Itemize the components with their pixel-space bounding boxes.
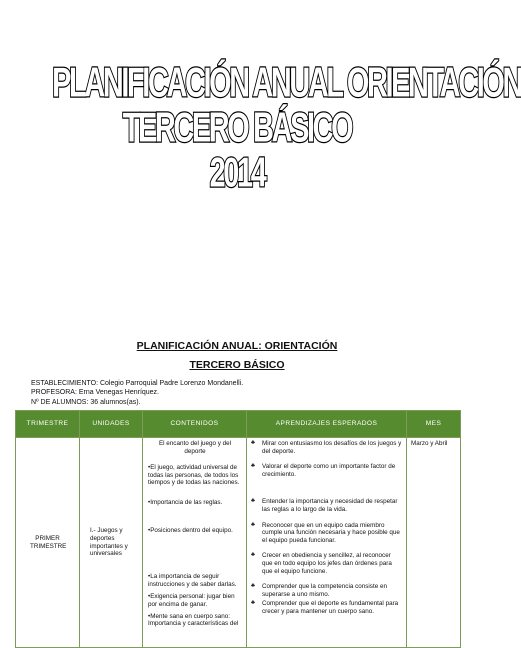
- cover-title-year: 2014: [209, 149, 265, 196]
- club-bullet-icon: ♣: [251, 521, 255, 528]
- cover-title-line-1: PLANIFICACIÓN ANUAL ORIENTACIÓN: [52, 59, 521, 106]
- aprendizaje-item: ♣ Comprender que el deporte es fundamental para crecer y para mantener un cuerpo sano.: [251, 600, 399, 615]
- plan-subtitle: TERCERO BÁSICO: [189, 359, 285, 371]
- aprendizajes-cell: [247, 438, 407, 648]
- aprendizaje-item: ♣ Valorar el deporte como un importante factor de crecimiento.: [251, 463, 396, 478]
- aprendizaje-item: ♣ Comprender que la competencia consiste en superarse a uno mismo.: [251, 583, 387, 598]
- table-header-row: [16, 411, 461, 438]
- contenido-item: •Mente sana en cuerpo sano: Importancia y características del: [148, 612, 239, 628]
- planning-table: [15, 410, 461, 648]
- plan-title: PLANIFICACIÓN ANUAL: ORIENTACIÓN: [136, 340, 338, 352]
- header-trimestre: TRIMESTRE: [16, 411, 80, 438]
- club-bullet-icon: ♣: [251, 600, 255, 607]
- contenidos-cell: [143, 438, 247, 648]
- school-info: [31, 379, 243, 407]
- contenido-item: •El juego, actividad universal de todas las personas, de todos los tiempos y de todas las naciones.: [148, 464, 240, 487]
- contenido-item: El encanto del juego y del deporte: [158, 440, 232, 455]
- aprendizaje-item: ♣ Entender la importancia y necesidad de respetar las reglas a lo largo de la vida.: [251, 498, 398, 513]
- contenidos-list: [143, 438, 246, 645]
- profesora-line: PROFESORA: Erna Venegas Henríquez.: [31, 389, 160, 397]
- header-unidades: UNIDADES: [80, 411, 143, 438]
- club-bullet-icon: ♣: [251, 440, 255, 446]
- header-contenidos: CONTENIDOS: [143, 411, 247, 438]
- header-aprendizajes: APRENDIZAJES ESPERADOS: [247, 411, 407, 438]
- trimestre-value: PRIMER TRIMESTRE: [30, 534, 67, 550]
- aprendizajes-list: [247, 438, 406, 645]
- cover-title: [0, 59, 521, 196]
- establecimiento-line: ESTABLECIMIENTO: Colegio Parroquial Padre Lorenzo Mondanelli.: [31, 380, 244, 387]
- aprendizaje-item: ♣ Crecer en obediencia y sencillez, al reconocer que en todo equipo los jefes dan órdenes para que el equipo funcione.: [251, 552, 392, 575]
- alumnos-line: Nº DE ALUMNOS: 36 alumnos(as).: [31, 398, 141, 406]
- contenido-item: •Posiciones dentro del equipo.: [148, 526, 233, 534]
- mes-cell: [407, 438, 461, 648]
- aprendizaje-item: ♣ Mirar con entusiasmo los desafíos de los juegos y del deporte.: [251, 440, 402, 455]
- club-bullet-icon: ♣: [251, 583, 255, 590]
- header-mes: MES: [407, 411, 461, 438]
- unidad-value: I.- Juegos y deportes importantes y universales: [90, 527, 128, 558]
- aprendizaje-item: ♣ Reconocer que en un equipo cada miembro cumple una función necesaria y hace posible que el equipo pueda funcionar.: [251, 521, 400, 544]
- contenido-item: •Importancia de las reglas.: [148, 498, 223, 506]
- table-row: [16, 438, 461, 648]
- unidad-cell: [80, 438, 143, 648]
- contenido-item: •Exigencia personal: jugar bien por encima de ganar.: [148, 593, 235, 608]
- mes-value: Marzo y Abril: [411, 440, 448, 447]
- cover-title-line-2: TERCERO BÁSICO: [122, 104, 352, 151]
- trimestre-cell: [16, 438, 80, 648]
- club-bullet-icon: ♣: [251, 498, 255, 505]
- club-bullet-icon: ♣: [251, 463, 255, 470]
- contenido-item: •La importancia de seguir instrucciones y de saber darlas.: [148, 573, 237, 588]
- club-bullet-icon: ♣: [251, 552, 255, 559]
